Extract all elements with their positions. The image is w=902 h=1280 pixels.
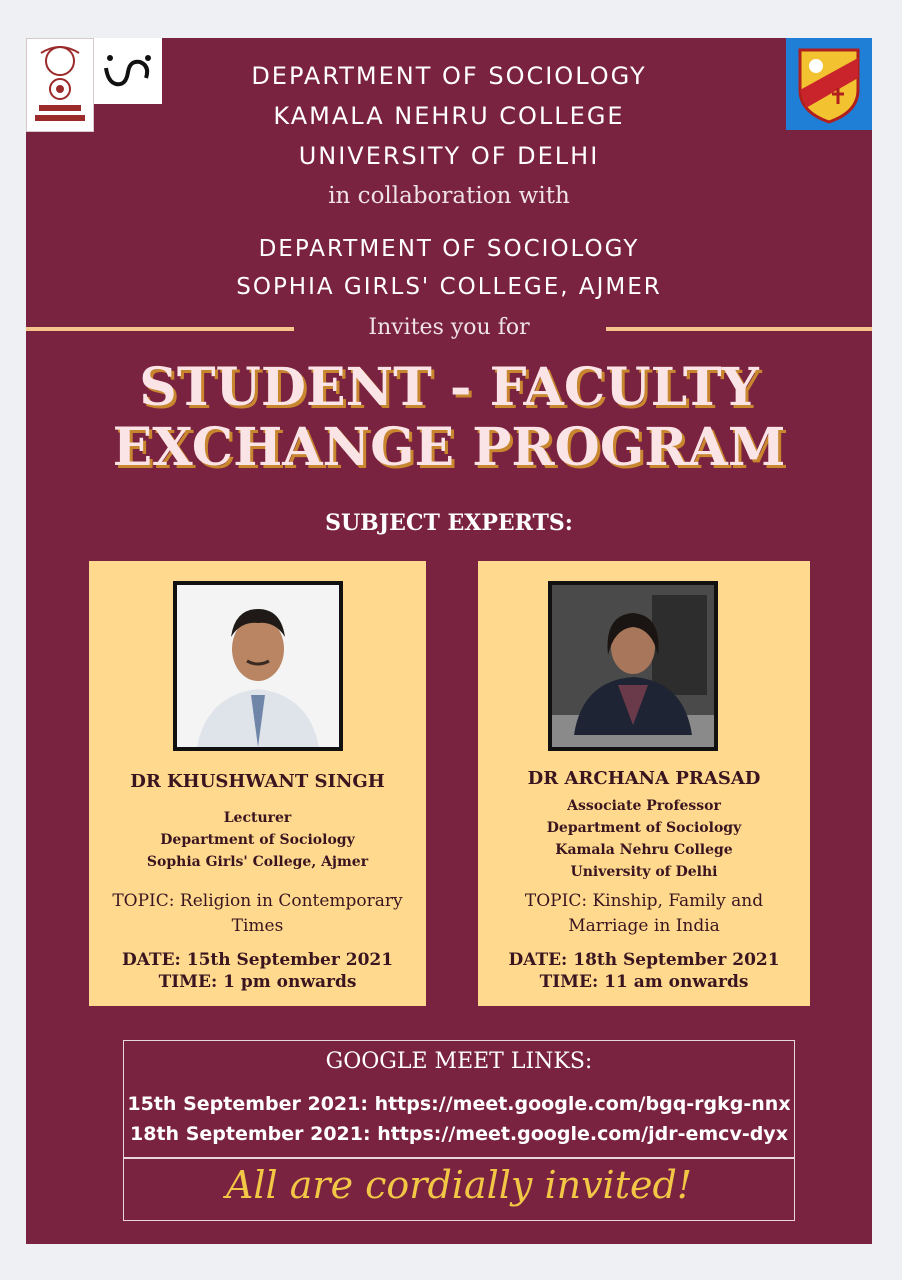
expert-2-role-line: Associate Professor bbox=[567, 798, 721, 814]
expert-date-2: DATE: 18th September 2021 bbox=[508, 950, 780, 970]
expert-1-role-line: Lecturer bbox=[223, 810, 292, 826]
meet-links-title: GOOGLE MEET LINKS: bbox=[325, 1049, 593, 1074]
closing-text: All are cordially invited! bbox=[225, 1163, 693, 1207]
expert-photo-1 bbox=[173, 581, 343, 751]
expert-2-role-line: Department of Sociology bbox=[546, 820, 742, 836]
subject-experts-heading: SUBJECT EXPERTS: bbox=[325, 510, 573, 536]
expert-time-2: TIME: 11 am onwards bbox=[539, 972, 749, 992]
meet-links-box bbox=[123, 1040, 795, 1158]
header-line-1: DEPARTMENT OF SOCIOLOGY bbox=[251, 62, 647, 90]
header-line-2: KAMALA NEHRU COLLEGE bbox=[273, 102, 625, 130]
expert-topic-1: TOPIC: Religion in Contemporary Times bbox=[112, 891, 403, 936]
expert-photo-2 bbox=[548, 581, 718, 751]
expert-1-role-line: Sophia Girls' College, Ajmer bbox=[146, 854, 369, 870]
title-line-1: STUDENT - FACULTY bbox=[139, 357, 759, 418]
program-title bbox=[26, 358, 872, 478]
expert-card-1 bbox=[89, 561, 426, 1006]
host-department-header bbox=[26, 56, 872, 176]
expert-role-1 bbox=[89, 807, 426, 873]
invites-text: Invites you for bbox=[368, 315, 530, 340]
expert-2-role-line: University of Delhi bbox=[570, 864, 718, 880]
expert-name-1: DR KHUSHWANT SINGH bbox=[130, 771, 385, 792]
header-line-3: UNIVERSITY OF DELHI bbox=[298, 142, 600, 170]
expert-date-1: DATE: 15th September 2021 bbox=[121, 950, 394, 970]
expert-role-2 bbox=[478, 795, 810, 883]
poster bbox=[26, 38, 872, 1244]
partner-line-1: DEPARTMENT OF SOCIOLOGY bbox=[258, 236, 640, 262]
expert-schedule-1 bbox=[89, 949, 426, 993]
meet-link-2[interactable]: 18th September 2021: https://meet.google.com/jdr-emcv-dyx bbox=[130, 1123, 788, 1145]
partner-line-2: SOPHIA GIRLS' COLLEGE, AJMER bbox=[236, 274, 662, 300]
title-line-2: EXCHANGE PROGRAM bbox=[112, 417, 786, 478]
meet-link-1[interactable]: 15th September 2021: https://meet.google.com/bgq-rgkg-nnx bbox=[127, 1093, 791, 1115]
expert-topic-2: TOPIC: Kinship, Family and Marriage in India bbox=[524, 891, 764, 936]
expert-schedule-2 bbox=[478, 949, 810, 993]
expert-1-role-line: Department of Sociology bbox=[160, 832, 355, 848]
expert-name-2: DR ARCHANA PRASAD bbox=[527, 768, 761, 789]
closing-box bbox=[123, 1158, 795, 1221]
collaboration-text: in collaboration with bbox=[328, 183, 570, 209]
partner-department-header bbox=[26, 230, 872, 306]
expert-card-2 bbox=[478, 561, 810, 1006]
expert-2-role-line: Kamala Nehru College bbox=[555, 842, 733, 858]
expert-time-1: TIME: 1 pm onwards bbox=[158, 972, 357, 992]
